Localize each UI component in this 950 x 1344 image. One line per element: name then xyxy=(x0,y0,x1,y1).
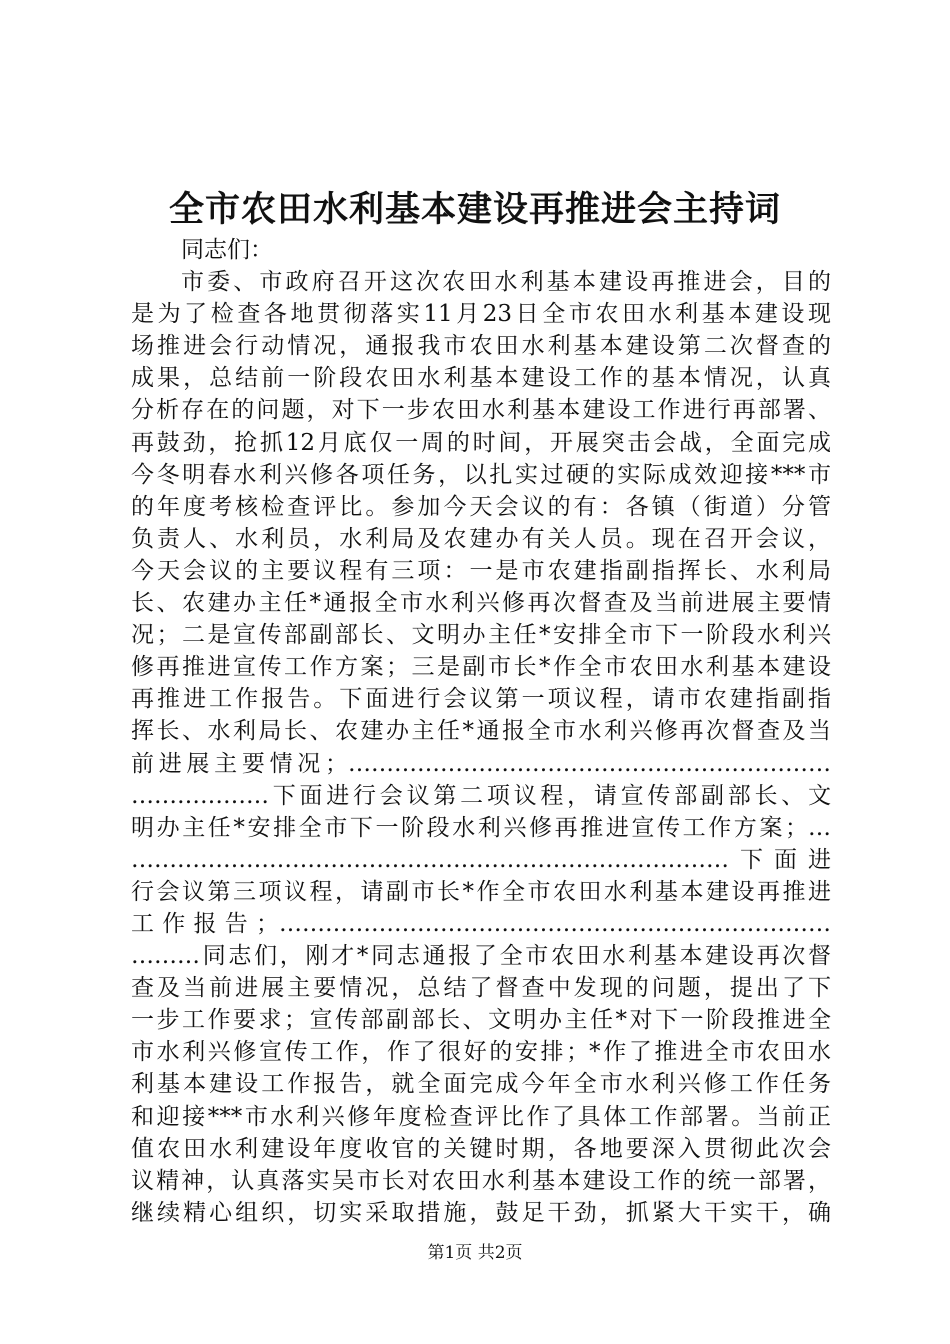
text-line: 的年度考核检查评比。参加今天会议的有：各镇（街道）分管 xyxy=(131,493,831,520)
salutation-line: 同志们： xyxy=(181,237,273,263)
document-title: 全市农田水利基本建设再推进会主持词 xyxy=(168,189,781,230)
text-line: 前进展主要情况；……………………………………………………… xyxy=(131,750,831,777)
text-line: 继续精心组织，切实采取措施，鼓足干劲，抓紧大干实干，确 xyxy=(131,1199,831,1226)
text-line: 利基本建设工作报告，就全面完成今年全市水利兴修工作任务 xyxy=(131,1071,831,1098)
text-line: 再鼓劲，抢抓12月底仅一周的时间，开展突击会战，全面完成 xyxy=(131,429,831,456)
text-line: 议精神，认真落实吴市长对农田水利基本建设工作的统一部署， xyxy=(131,1167,831,1194)
text-line: 行会议第三项议程，请副市长*作全市农田水利基本建设再推进 xyxy=(131,878,831,905)
text-line: 成果，总结前一阶段农田水利基本建设工作的基本情况，认真 xyxy=(131,365,831,392)
text-line: 场推进会行动情况，通报我市农田水利基本建设第二次督查的 xyxy=(131,333,831,360)
text-line: 和迎接***市水利兴修年度检查评比作了具体工作部署。当前正 xyxy=(131,1103,831,1130)
text-line: 今冬明春水利兴修各项任务，以扎实过硬的实际成效迎接***市 xyxy=(131,461,831,488)
text-line: 市委、市政府召开这次农田水利基本建设再推进会，目的 xyxy=(181,269,831,296)
text-line: 长、农建办主任*通报全市水利兴修再次督查及当前进展主要情 xyxy=(131,590,831,617)
text-line: 负责人、水利员，水利局及农建办有关人员。现在召开会议， xyxy=(131,525,831,552)
text-line: 挥长、水利局长、农建办主任*通报全市水利兴修再次督查及当 xyxy=(131,718,831,745)
document-body xyxy=(131,234,831,1229)
text-line: ……………………………………………………………………下面进 xyxy=(131,846,831,873)
text-line: 今天会议的主要议程有三项：一是市农建指副指挥长、水利局 xyxy=(131,557,831,584)
text-line: 市水利兴修宣传工作，作了很好的安排；*作了推进全市农田水 xyxy=(131,1039,831,1066)
text-line: 一步工作要求；宣传部副部长、文明办主任*对下一阶段推进全 xyxy=(131,1007,831,1034)
text-line: 修再推进宣传工作方案；三是副市长*作全市农田水利基本建设 xyxy=(131,654,831,681)
text-line: 明办主任*安排全市下一阶段水利兴修再推进宣传工作方案；… xyxy=(131,814,831,841)
text-line: 查及当前进展主要情况，总结了督查中发现的问题，提出了下 xyxy=(131,975,831,1002)
text-line: 再推进工作报告。下面进行会议第一项议程，请市农建指副指 xyxy=(131,686,831,713)
text-line: 工作报告；……………………………………………………………… xyxy=(131,910,831,937)
text-line: 值农田水利建设年度收官的关键时期，各地要深入贯彻此次会 xyxy=(131,1135,831,1162)
text-line: ………同志们，刚才*同志通报了全市农田水利基本建设再次督 xyxy=(131,943,831,970)
text-line: 分析存在的问题，对下一步农田水利基本建设工作进行再部署、 xyxy=(131,397,831,424)
text-line: 况；二是宣传部副部长、文明办主任*安排全市下一阶段水利兴 xyxy=(131,622,831,649)
text-line: ………………下面进行会议第二项议程，请宣传部副部长、文 xyxy=(131,782,831,809)
page-number-footer: 第1页 共2页 xyxy=(427,1243,523,1263)
text-line: 是为了检查各地贯彻落实11月23日全市农田水利基本建设现 xyxy=(131,301,831,328)
